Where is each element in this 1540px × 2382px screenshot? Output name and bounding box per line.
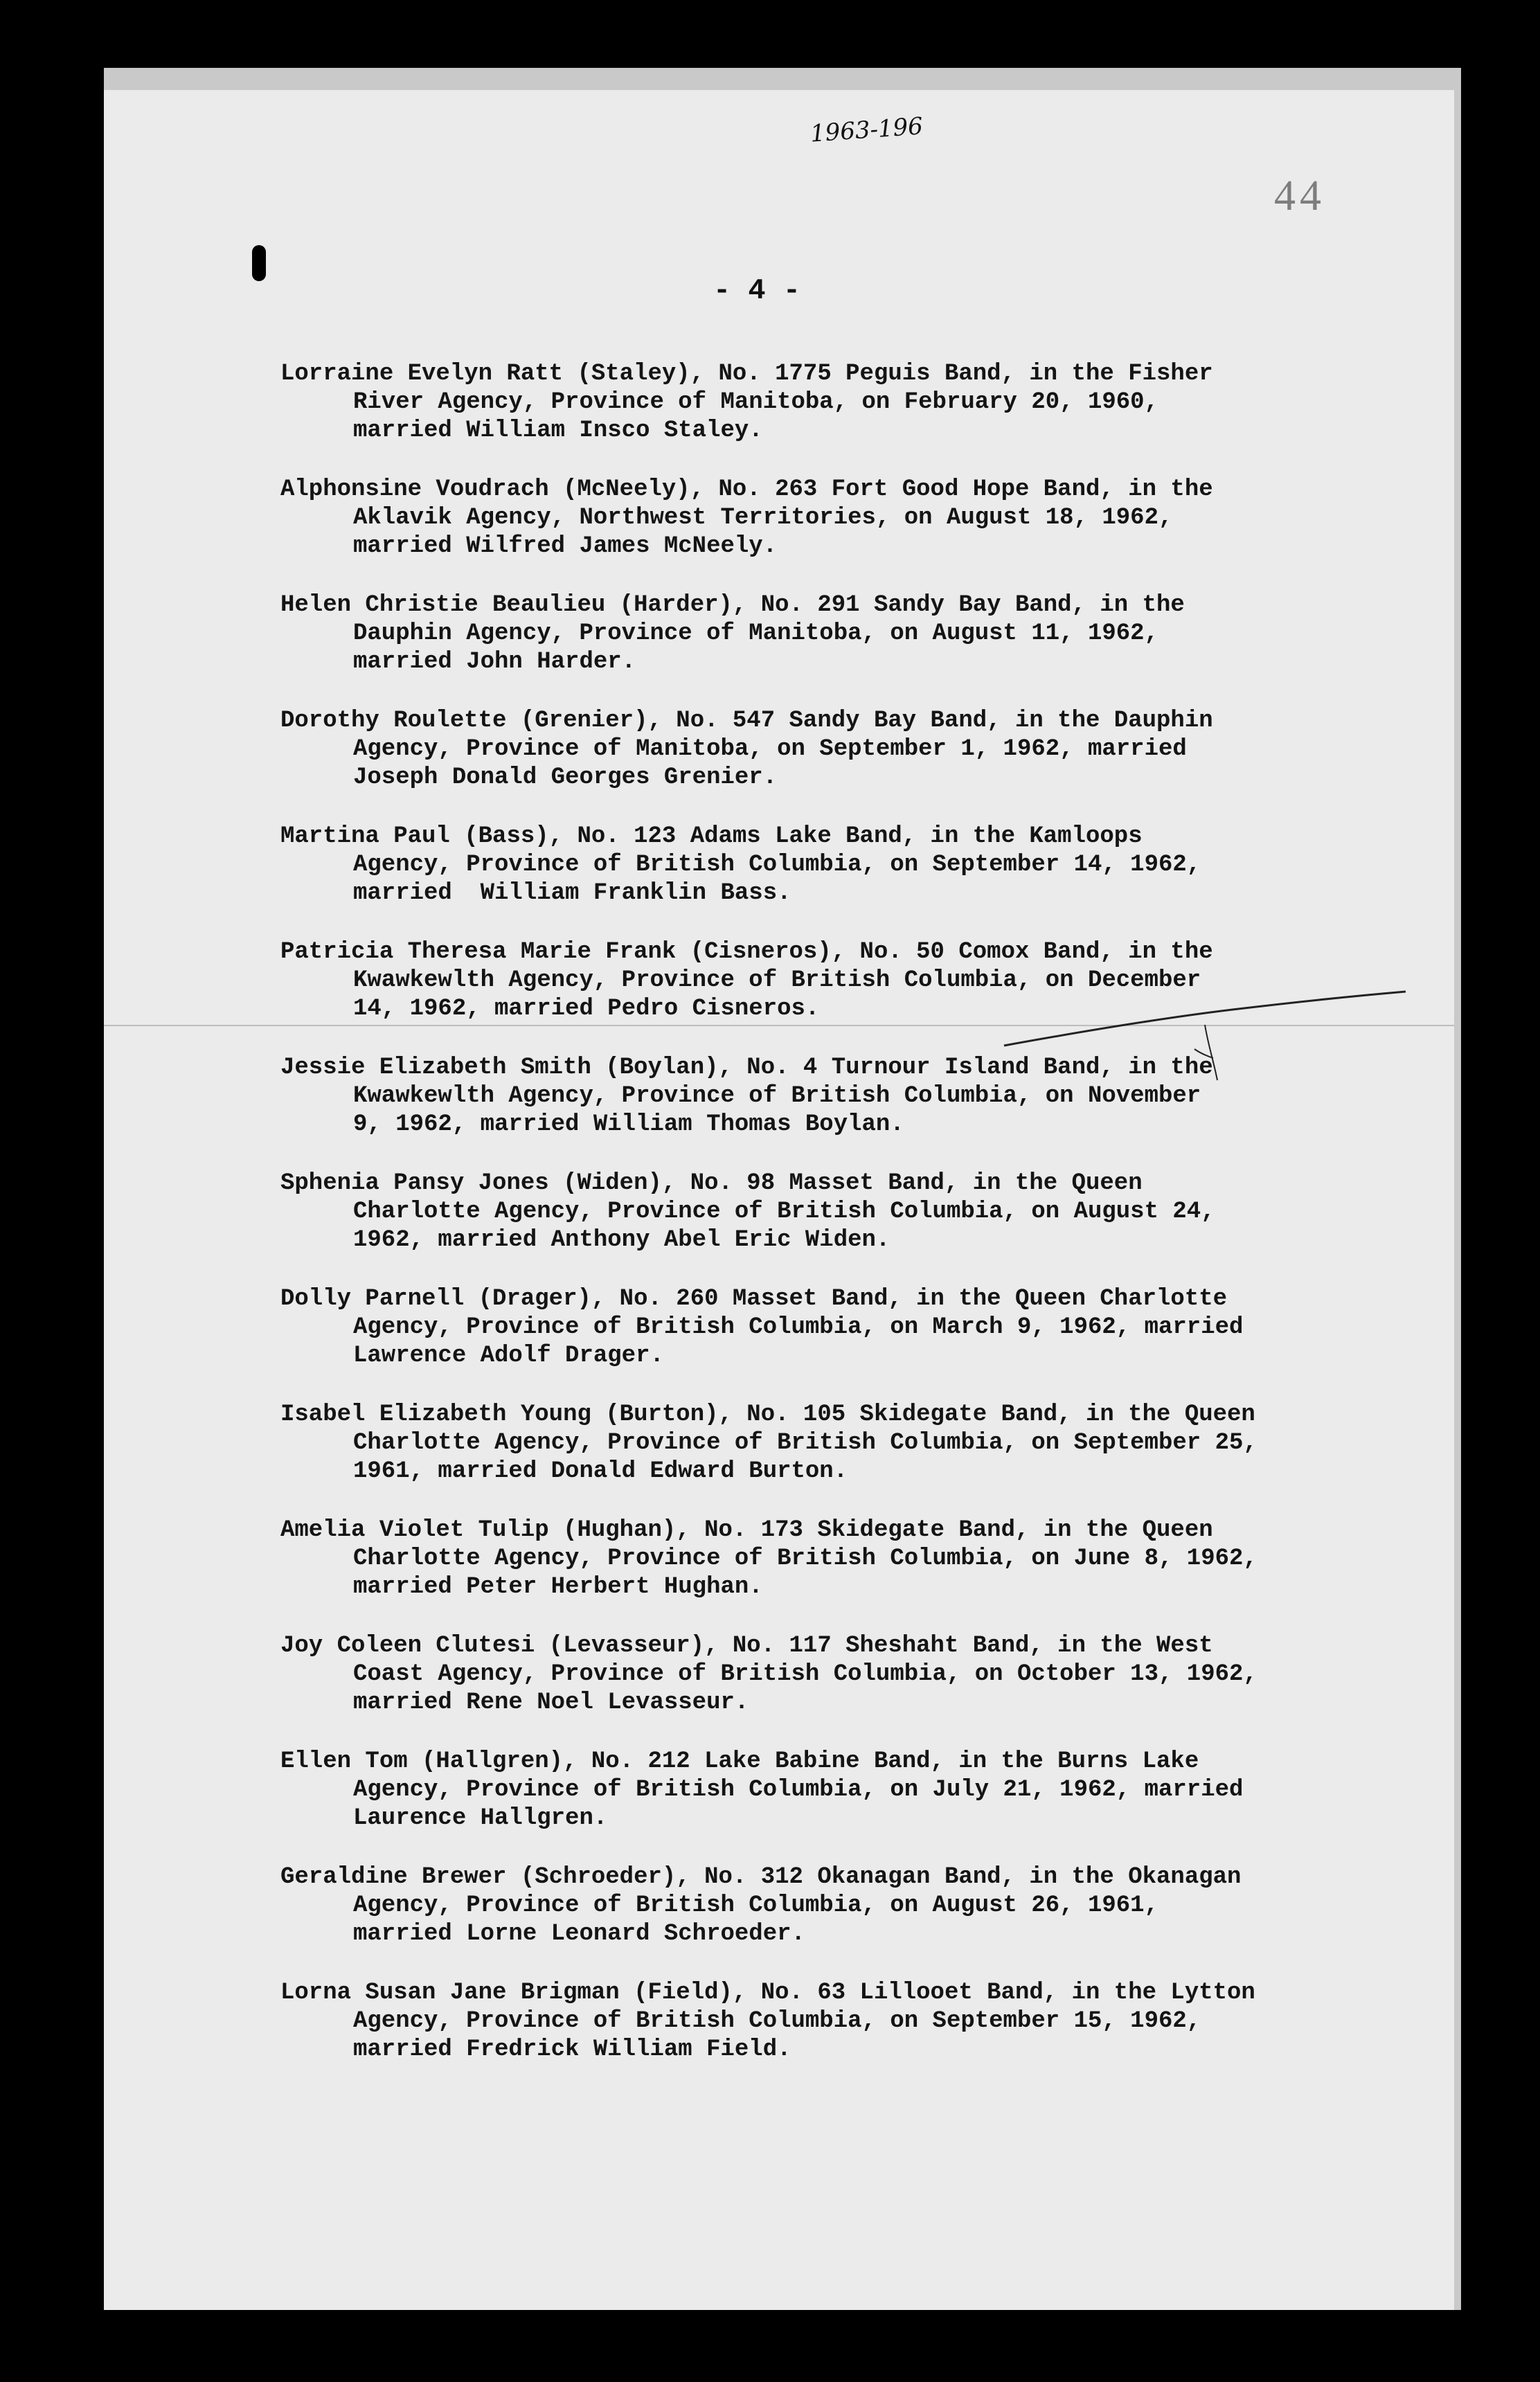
entry-line: married Fredrick William Field.	[353, 2036, 791, 2063]
entry-line: Lorraine Evelyn Ratt (Staley), No. 1775 Peguis Band, in the Fisher	[280, 361, 1213, 387]
entry-line: Coast Agency, Province of British Columbia, on October 13, 1962,	[353, 1661, 1257, 1687]
entry-line: Joseph Donald Georges Grenier.	[353, 764, 778, 791]
stamp-number: 44	[1274, 172, 1325, 220]
entry-line: 1961, married Donald Edward Burton.	[353, 1458, 848, 1485]
entry-line: Kwawkewlth Agency, Province of British Columbia, on December	[353, 967, 1201, 994]
entry-line: Agency, Province of Manitoba, on September 1, 1962, married	[353, 736, 1187, 762]
entry-line: Amelia Violet Tulip (Hughan), No. 173 Skidegate Band, in the Queen	[280, 1517, 1213, 1543]
entry-line: Aklavik Agency, Northwest Territories, on August 18, 1962,	[353, 505, 1173, 531]
entry-line: married William Insco Staley.	[353, 418, 763, 444]
marriage-entry	[280, 938, 1423, 1023]
entry-line: Joy Coleen Clutesi (Levasseur), No. 117 Sheshaht Band, in the West	[280, 1633, 1213, 1659]
entry-line: married Lorne Leonard Schroeder.	[353, 1921, 805, 1947]
entry-line: Lawrence Adolf Drager.	[353, 1343, 664, 1369]
entry-line: married Wilfred James McNeely.	[353, 533, 778, 559]
marriage-entry	[280, 1632, 1423, 1717]
entry-line: Charlotte Agency, Province of British Columbia, on August 24,	[353, 1199, 1215, 1225]
entry-line: married William Franklin Bass.	[353, 880, 791, 906]
entry-line: Dorothy Roulette (Grenier), No. 547 Sandy Bay Band, in the Dauphin	[280, 708, 1213, 734]
entry-line: Ellen Tom (Hallgren), No. 212 Lake Babine Band, in the Burns Lake	[280, 1748, 1199, 1775]
entry-line: 14, 1962, married Pedro Cisneros.	[353, 996, 820, 1022]
entry-line: Dolly Parnell (Drager), No. 260 Masset Band, in the Queen Charlotte	[280, 1286, 1228, 1312]
document-page	[104, 90, 1454, 2310]
entry-line: married Peter Herbert Hughan.	[353, 1574, 763, 1600]
entry-line: Agency, Province of British Columbia, on July 21, 1962, married	[353, 1777, 1244, 1803]
marriage-entries-list	[280, 360, 1423, 2095]
entry-line: Isabel Elizabeth Young (Burton), No. 105 Skidegate Band, in the Queen	[280, 1402, 1255, 1428]
marriage-entry	[280, 1748, 1423, 1833]
entry-line: married Rene Noel Levasseur.	[353, 1690, 749, 1716]
marriage-entry	[280, 476, 1423, 561]
entry-line: Helen Christie Beaulieu (Harder), No. 291 Sandy Bay Band, in the	[280, 592, 1185, 618]
entry-line: Patricia Theresa Marie Frank (Cisneros), No. 50 Comox Band, in the	[280, 939, 1213, 965]
entry-line: married John Harder.	[353, 649, 636, 675]
marriage-entry	[280, 1979, 1423, 2064]
marriage-entry	[280, 1285, 1423, 1370]
handwritten-note: 1963-196	[809, 112, 924, 148]
entry-line: Lorna Susan Jane Brigman (Field), No. 63 Lillooet Band, in the Lytton	[280, 1980, 1255, 2006]
entry-line: Geraldine Brewer (Schroeder), No. 312 Okanagan Band, in the Okanagan	[280, 1864, 1242, 1890]
page-number: - 4 -	[713, 274, 801, 307]
entry-line: River Agency, Province of Manitoba, on February 20, 1960,	[353, 389, 1158, 415]
entry-line: Agency, Province of British Columbia, on September 15, 1962,	[353, 2008, 1201, 2034]
entry-line: Laurence Hallgren.	[353, 1805, 608, 1832]
punch-mark	[252, 245, 266, 281]
entry-line: Agency, Province of British Columbia, on September 14, 1962,	[353, 852, 1201, 878]
entry-line: Dauphin Agency, Province of Manitoba, on August 11, 1962,	[353, 620, 1158, 647]
marriage-entry	[280, 360, 1423, 445]
entry-line: Martina Paul (Bass), No. 123 Adams Lake Band, in the Kamloops	[280, 823, 1143, 850]
marriage-entry	[280, 823, 1423, 908]
marriage-entry	[280, 1054, 1423, 1139]
entry-line: Charlotte Agency, Province of British Columbia, on June 8, 1962,	[353, 1546, 1257, 1572]
entry-line: Agency, Province of British Columbia, on March 9, 1962, married	[353, 1314, 1244, 1341]
marriage-entry	[280, 1863, 1423, 1949]
entry-line: Kwawkewlth Agency, Province of British Columbia, on November	[353, 1083, 1201, 1109]
marriage-entry	[280, 707, 1423, 792]
entry-line: 1962, married Anthony Abel Eric Widen.	[353, 1227, 890, 1253]
marriage-entry	[280, 1170, 1423, 1255]
entry-line: Sphenia Pansy Jones (Widen), No. 98 Masset Band, in the Queen	[280, 1170, 1143, 1197]
entry-line: Charlotte Agency, Province of British Columbia, on September 25,	[353, 1430, 1257, 1456]
marriage-entry	[280, 1516, 1423, 1602]
marriage-entry	[280, 591, 1423, 677]
marriage-entry	[280, 1401, 1423, 1486]
entry-line: Jessie Elizabeth Smith (Boylan), No. 4 Turnour Island Band, in the	[280, 1055, 1213, 1081]
entry-line: Agency, Province of British Columbia, on August 26, 1961,	[353, 1892, 1158, 1919]
entry-line: 9, 1962, married William Thomas Boylan.	[353, 1111, 904, 1138]
entry-line: Alphonsine Voudrach (McNeely), No. 263 Fort Good Hope Band, in the	[280, 476, 1213, 503]
